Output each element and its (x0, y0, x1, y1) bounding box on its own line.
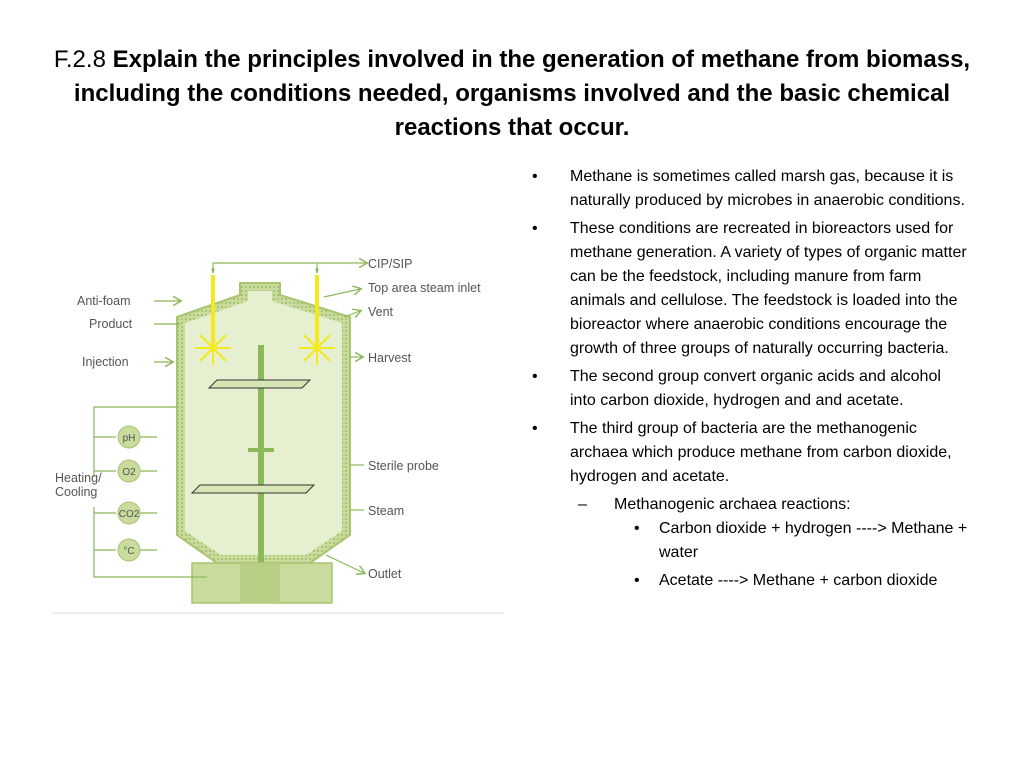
agitator-shaft (258, 345, 264, 563)
bullet-marker: • (532, 168, 538, 185)
impeller-top (209, 380, 310, 388)
reaction-marker: • (634, 572, 640, 589)
bullet-marker: • (532, 368, 538, 385)
bioreactor-diagram (52, 245, 504, 615)
sensor-o2 (118, 460, 140, 482)
label-anti-foam: Anti-foam (77, 294, 131, 308)
bullet-text: The second group convert organic acids and alcohol into carbon dioxide, hydrogen and and acetate. (570, 368, 941, 409)
label-cooling: Cooling (55, 485, 98, 499)
sensor-co2 (118, 502, 140, 524)
list-item (530, 365, 970, 413)
sensor-co2-label: CO2 (118, 509, 140, 520)
sensor-temp-label: °C (123, 546, 135, 557)
title-text: Explain the principles involved in the generation of methane from biomass, including the conditions needed, organisms involved and the basic chemical reactions that occur. (73, 46, 971, 141)
slide-title (40, 43, 984, 145)
reaction-text: Carbon dioxide + hydrogen ----> Methane + water (659, 520, 968, 561)
label-cip-sip: CIP/SIP (368, 257, 413, 271)
sub-marker: – (578, 496, 587, 513)
label-top-steam: Top area steam inlet (368, 281, 481, 295)
vessel (177, 283, 350, 603)
impeller-bottom (192, 485, 314, 493)
label-product: Product (89, 317, 133, 331)
sensor-ph (118, 426, 140, 448)
label-heating: Heating/ (55, 471, 102, 485)
reaction-text: Acetate ----> Methane + carbon dioxide (659, 572, 938, 589)
label-steam: Steam (368, 504, 405, 518)
list-item (530, 417, 970, 489)
label-harvest: Harvest (368, 351, 412, 365)
sub-list-item (530, 493, 970, 593)
bullet-list (530, 165, 970, 597)
label-injection: Injection (82, 355, 129, 369)
label-outlet: Outlet (368, 567, 402, 581)
bullet-text: The third group of bacteria are the methanogenic archaea which produce methane from carbon dioxide, hydrogen and acetate. (570, 420, 952, 485)
reaction-item (530, 517, 970, 565)
list-item (530, 217, 970, 361)
title-code: F.2.8 (53, 46, 106, 73)
reaction-marker: • (634, 520, 640, 537)
sub-text: Methanogenic archaea reactions: (614, 496, 851, 513)
bullet-marker: • (532, 420, 538, 437)
sensor-ph-label: pH (122, 433, 136, 444)
bullet-text: Methane is sometimes called marsh gas, because it is naturally produced by microbes in anaerobic conditions. (570, 168, 965, 209)
sensor-o2-label: O2 (122, 467, 136, 478)
list-item (530, 165, 970, 213)
label-sterile-probe: Sterile probe (368, 459, 439, 473)
bullet-marker: • (532, 220, 538, 237)
sensor-temp (118, 539, 140, 561)
label-vent: Vent (368, 305, 394, 319)
bullet-text: These conditions are recreated in bioreactors used for methane generation. A variety of types of organic matter can be the feedstock, including manure from farm animals and cellulose. The feedstock is loaded into the bioreactor where anaerobic conditions encourage the growth of three groups of naturally occurring bacteria. (570, 220, 967, 357)
reaction-item (530, 569, 970, 593)
